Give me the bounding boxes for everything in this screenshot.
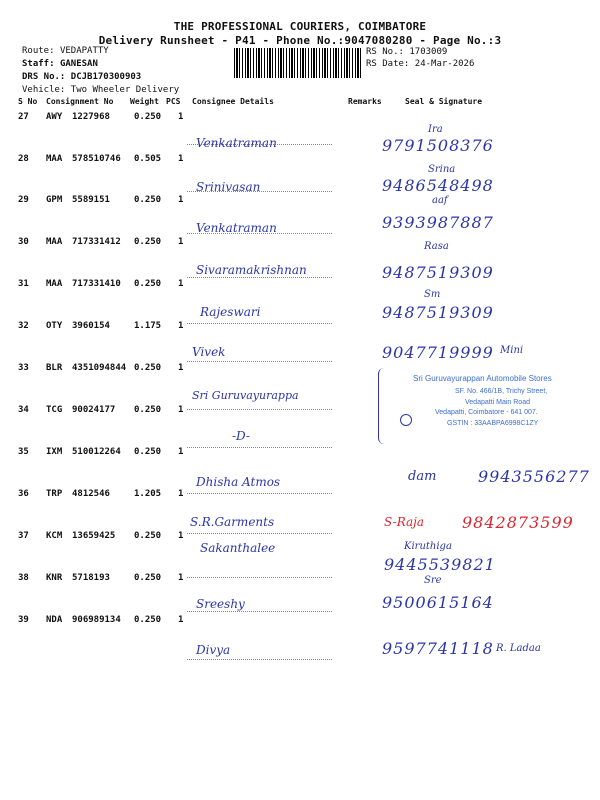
row-pcs: 1 — [178, 363, 184, 373]
consignee-phone: 9487519309 — [382, 303, 494, 322]
consignee-name: Venkatraman — [196, 221, 277, 235]
consignee-name: Rajeswari — [200, 305, 261, 319]
staff-line — [22, 59, 98, 69]
signature: S-Raja — [384, 515, 425, 529]
rs-no-line — [366, 47, 447, 57]
consignee-phone: 9597741118 — [382, 639, 494, 658]
signature: Sm — [424, 289, 441, 300]
row-divider — [187, 659, 332, 660]
rs-date-line — [366, 59, 474, 69]
col-seal: Seal & Signature — [405, 97, 483, 106]
row-consignment-no: 4812546 — [72, 489, 110, 499]
row-consignment-no: 578510746 — [72, 154, 121, 164]
row-sno: 30 — [18, 237, 29, 247]
consignee-name: Divya — [196, 643, 231, 657]
row-prefix: GPM — [46, 195, 63, 205]
col-weight: Weight — [130, 97, 159, 106]
row-weight: 0.250 — [134, 405, 162, 415]
row-prefix: IXM — [46, 447, 63, 457]
row-sno: 39 — [18, 615, 29, 625]
row-weight: 1.205 — [134, 489, 162, 499]
row-sno: 38 — [18, 573, 29, 583]
row-pcs: 1 — [178, 154, 184, 164]
row-weight: 0.250 — [134, 279, 162, 289]
staff-value: GANESAN — [59, 59, 98, 69]
row-pcs: 1 — [178, 531, 184, 541]
row-prefix: BLR — [46, 363, 63, 373]
row-consignment-no: 510012264 — [72, 447, 121, 457]
row-weight: 0.250 — [134, 531, 162, 541]
vehicle-label: Vehicle: — [22, 85, 66, 95]
row-consignment-no: 717331410 — [72, 279, 121, 289]
row-prefix: MAA — [46, 237, 63, 247]
consignee-name: Sreeshy — [196, 597, 245, 611]
row-weight: 0.250 — [134, 195, 162, 205]
shop-stamp — [395, 372, 595, 438]
consignee-name: Dhisha Atmos — [196, 475, 281, 489]
consignee-phone: 9500615164 — [382, 593, 494, 612]
rs-date-value: 24-Mar-2026 — [414, 59, 475, 69]
row-sno: 27 — [18, 112, 29, 122]
consignee-name: Sri Guruvayurappa — [192, 389, 299, 402]
row-consignment-no: 3960154 — [72, 321, 110, 331]
row-prefix: KCM — [46, 531, 63, 541]
stamp-line-1: Sri Guruvayurappan Automobile Stores — [413, 374, 552, 383]
row-pcs: 1 — [178, 447, 184, 457]
drs-line — [22, 72, 141, 82]
route-label: Route: — [22, 46, 55, 56]
route-line — [22, 46, 109, 56]
signature: Ira — [428, 124, 443, 135]
consignee-phone: 9791508376 — [382, 136, 494, 155]
col-consignee: Consignee Details — [192, 97, 274, 106]
signature: Kiruthiga — [404, 541, 452, 552]
row-pcs: 1 — [178, 237, 184, 247]
row-weight: 0.250 — [134, 615, 162, 625]
rs-no-label: RS No.: — [366, 47, 404, 57]
barcode — [234, 48, 362, 78]
vehicle-line — [22, 85, 179, 95]
rs-no-value: 1703009 — [409, 47, 448, 57]
consignee-phone: 9487519309 — [382, 263, 494, 282]
rs-date-label: RS Date: — [366, 59, 410, 69]
row-prefix: TCG — [46, 405, 63, 415]
row-consignment-no: 1227968 — [72, 112, 110, 122]
row-pcs: 1 — [178, 195, 184, 205]
row-sno: 34 — [18, 405, 29, 415]
row-consignment-no: 5589151 — [72, 195, 110, 205]
row-consignment-no: 4351094844 — [72, 363, 127, 373]
signature: Sre — [424, 575, 442, 586]
signature: R. Ladaa — [496, 643, 541, 654]
row-weight: 0.505 — [134, 154, 162, 164]
row-pcs: 1 — [178, 489, 184, 499]
row-prefix: NDA — [46, 615, 63, 625]
signature: Srina — [428, 164, 456, 175]
row-pcs: 1 — [178, 573, 184, 583]
row-weight: 0.250 — [134, 237, 162, 247]
consignee-name: Sivaramakrishnan — [196, 263, 307, 277]
table-row — [0, 603, 600, 665]
row-sno: 29 — [18, 195, 29, 205]
row-pcs: 1 — [178, 405, 184, 415]
consignee-phone: 9943556277 — [478, 467, 590, 486]
col-consignment: Consignment No — [46, 97, 114, 106]
consignee-phone: 9047719999 — [382, 343, 494, 362]
consignee-name: -D- — [232, 429, 250, 443]
bracket-mark — [378, 368, 389, 444]
consignee-phone: 9445539821 — [384, 555, 496, 574]
row-consignment-no: 906989134 — [72, 615, 121, 625]
consignee-name: Vivek — [192, 345, 226, 359]
stamp-line-2: SF. No. 466/1B, Trichy Street, — [455, 388, 548, 395]
col-sno: S No — [18, 97, 38, 106]
consignee-phone: 9393987887 — [382, 213, 494, 232]
drs-value: DCJB170300903 — [70, 72, 142, 82]
row-consignment-no: 5718193 — [72, 573, 110, 583]
row-sno: 32 — [18, 321, 29, 331]
row-pcs: 1 — [178, 112, 184, 122]
row-weight: 0.250 — [134, 447, 162, 457]
runsheet-subtitle: Delivery Runsheet - P41 - Phone No.:9047080280 - Page No.:3 — [98, 34, 502, 47]
row-prefix: MAA — [46, 279, 63, 289]
consignee-name: S.R.Garments — [190, 515, 275, 529]
signature: Rasa — [424, 241, 449, 252]
row-prefix: OTY — [46, 321, 63, 331]
consignee-name: Sakanthalee — [200, 541, 276, 555]
row-weight: 1.175 — [134, 321, 162, 331]
consignee-name: Venkatraman — [196, 136, 277, 150]
row-sno: 33 — [18, 363, 29, 373]
row-consignment-no: 717331412 — [72, 237, 121, 247]
company-title: THE PROFESSIONAL COURIERS, COIMBATORE — [173, 20, 427, 33]
row-sno: 36 — [18, 489, 29, 499]
row-pcs: 1 — [178, 615, 184, 625]
staff-label: Staff: — [22, 59, 55, 69]
stamp-line-4: Vedapatti, Coimbatore - 641 007. — [435, 409, 538, 416]
drs-label: DRS No.: — [22, 72, 66, 82]
signature: dam — [408, 469, 437, 484]
row-sno: 35 — [18, 447, 29, 457]
signature: aaf — [432, 195, 448, 206]
consignee-phone: 9486548498 — [382, 176, 494, 195]
row-consignment-no: 90024177 — [72, 405, 116, 415]
row-weight: 0.250 — [134, 573, 162, 583]
stamp-line-5: GSTIN : 33AABPA6998C1ZY — [447, 420, 539, 427]
vehicle-value: Two Wheeler Delivery — [70, 85, 180, 95]
row-prefix: TRP — [46, 489, 63, 499]
col-remarks: Remarks — [348, 97, 382, 106]
row-prefix: MAA — [46, 154, 63, 164]
consignee-name: Srinivasan — [196, 180, 261, 194]
route-value: VEDAPATTY — [59, 46, 109, 56]
consignee-phone: 9842873599 — [462, 513, 574, 532]
row-prefix: AWY — [46, 112, 63, 122]
row-pcs: 1 — [178, 321, 184, 331]
row-weight: 0.250 — [134, 363, 162, 373]
row-sno: 28 — [18, 154, 29, 164]
row-sno: 31 — [18, 279, 29, 289]
col-pcs: PCS — [166, 97, 181, 106]
row-prefix: KNR — [46, 573, 63, 583]
row-pcs: 1 — [178, 279, 184, 289]
row-sno: 37 — [18, 531, 29, 541]
row-consignment-no: 13659425 — [72, 531, 116, 541]
stamp-line-3: Vedapatti Main Road — [465, 399, 530, 406]
signature: Mini — [500, 345, 524, 356]
row-weight: 0.250 — [134, 112, 162, 122]
